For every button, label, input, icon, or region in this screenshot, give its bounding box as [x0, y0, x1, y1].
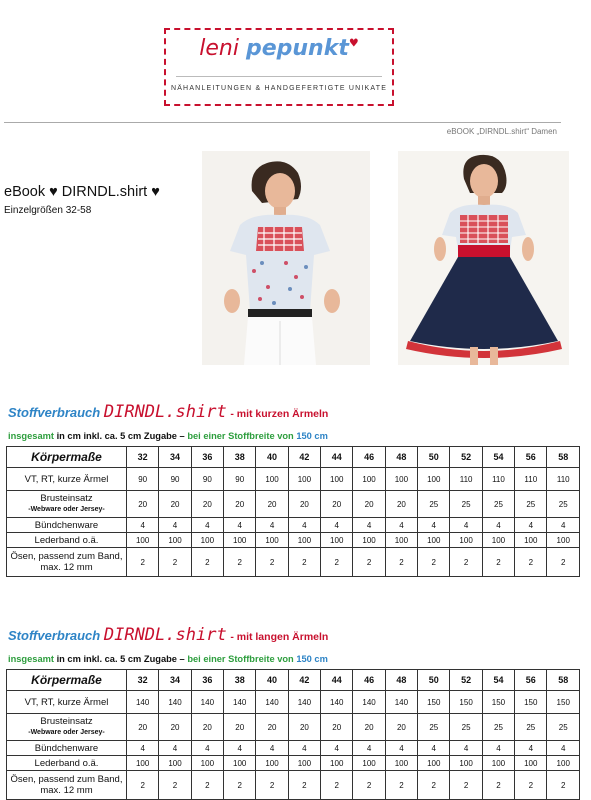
- size-header: 44: [321, 447, 353, 468]
- size-header: 38: [224, 670, 256, 691]
- row-label: [7, 691, 127, 714]
- table-cell: 4: [127, 518, 159, 533]
- size-header: 34: [159, 670, 191, 691]
- section-2-sub-2: in cm inkl. ca. 5 cm Zugabe –: [54, 654, 188, 664]
- size-header: 50: [418, 670, 450, 691]
- table-cell: 20: [191, 714, 223, 741]
- table-row: [7, 518, 580, 533]
- table-cell: 100: [127, 533, 159, 548]
- table-cell: 140: [353, 691, 385, 714]
- table-header-row: [7, 670, 580, 691]
- size-header: 38: [224, 447, 256, 468]
- row-label: [7, 714, 127, 741]
- doc-label: eBOOK „DIRNDL.shirt“ Damen: [446, 127, 557, 136]
- table-cell: 25: [450, 714, 482, 741]
- size-header: 54: [482, 447, 514, 468]
- table-cell: 110: [515, 468, 547, 491]
- table-row: [7, 491, 580, 518]
- header-label: Körpermaße: [7, 447, 127, 468]
- table-cell: 4: [191, 518, 223, 533]
- table-cell: 100: [191, 533, 223, 548]
- table-cell: 2: [288, 771, 320, 800]
- row-label: [7, 468, 127, 491]
- table-cell: 20: [321, 491, 353, 518]
- table-cell: 140: [288, 691, 320, 714]
- table-cell: 140: [159, 691, 191, 714]
- table-cell: 4: [353, 518, 385, 533]
- size-header: 58: [547, 447, 580, 468]
- size-header: 56: [515, 670, 547, 691]
- table-cell: 25: [547, 491, 580, 518]
- size-header: 48: [385, 670, 417, 691]
- row-label-note: -Webware oder Jersey-: [28, 729, 105, 736]
- table-cell: 100: [191, 756, 223, 771]
- page-subtitle: Einzelgrößen 32-58: [4, 205, 92, 216]
- section-1-sub-1: insgesamt: [8, 431, 54, 441]
- table-cell: 20: [321, 714, 353, 741]
- photo-jeans-outfit: [202, 151, 370, 365]
- table-cell: 2: [256, 548, 288, 577]
- fabric-table-long-sleeves: [6, 669, 580, 800]
- table-cell: 100: [353, 533, 385, 548]
- header-divider: [4, 122, 561, 123]
- section-1-heading-b: DIRNDL.shirt: [103, 402, 227, 422]
- table-cell: 100: [385, 756, 417, 771]
- table-cell: 150: [482, 691, 514, 714]
- table-cell: 2: [288, 548, 320, 577]
- table-cell: 25: [418, 491, 450, 518]
- table-cell: 2: [418, 771, 450, 800]
- table-cell: 100: [353, 756, 385, 771]
- heart-icon: ♥: [348, 36, 359, 50]
- table-cell: 4: [450, 741, 482, 756]
- size-header: 36: [191, 670, 223, 691]
- table-cell: 140: [321, 691, 353, 714]
- table-cell: 100: [127, 756, 159, 771]
- table-cell: 20: [353, 714, 385, 741]
- row-label-text: Lederband o.ä.: [34, 534, 99, 546]
- table-cell: 150: [450, 691, 482, 714]
- logo-wordmark: [166, 36, 392, 61]
- row-label-text: VT, RT, kurze Ärmel: [24, 696, 109, 708]
- table-cell: 2: [224, 771, 256, 800]
- table-cell: 4: [418, 741, 450, 756]
- table-row: [7, 533, 580, 548]
- table-cell: 100: [385, 468, 417, 491]
- table-cell: 2: [224, 548, 256, 577]
- table-row: [7, 741, 580, 756]
- table-cell: 100: [515, 756, 547, 771]
- table-cell: 100: [224, 533, 256, 548]
- table-row: [7, 468, 580, 491]
- table-cell: 4: [159, 741, 191, 756]
- table-cell: 25: [450, 491, 482, 518]
- table-cell: 2: [385, 548, 417, 577]
- table-cell: 4: [256, 518, 288, 533]
- table-cell: 90: [224, 468, 256, 491]
- section-1-sub-3: bei einer Stoffbreite von: [187, 431, 297, 441]
- table-cell: 20: [127, 491, 159, 518]
- table-cell: 2: [515, 771, 547, 800]
- table-cell: 2: [353, 771, 385, 800]
- table-cell: 100: [256, 533, 288, 548]
- table-cell: 100: [159, 756, 191, 771]
- table-cell: 100: [418, 756, 450, 771]
- row-label-text: Brusteinsatz: [40, 716, 93, 727]
- section-1-sub-2: in cm inkl. ca. 5 cm Zugabe –: [54, 431, 188, 441]
- row-label: [7, 533, 127, 548]
- size-header: 58: [547, 670, 580, 691]
- table-cell: 2: [450, 548, 482, 577]
- table-cell: 2: [385, 771, 417, 800]
- table-cell: 2: [159, 771, 191, 800]
- table-cell: 100: [418, 533, 450, 548]
- table-cell: 100: [224, 756, 256, 771]
- row-label-text: Lederband o.ä.: [34, 757, 99, 769]
- table-cell: 100: [547, 533, 580, 548]
- table-cell: 90: [191, 468, 223, 491]
- table-cell: 4: [515, 741, 547, 756]
- table-cell: 2: [321, 771, 353, 800]
- logo: [164, 28, 394, 106]
- size-header: 32: [127, 447, 159, 468]
- row-label-text: Brusteinsatz: [40, 493, 93, 504]
- table-cell: 2: [482, 771, 514, 800]
- table-cell: 140: [127, 691, 159, 714]
- table-cell: 25: [515, 491, 547, 518]
- table-cell: 20: [385, 714, 417, 741]
- table-cell: 100: [515, 533, 547, 548]
- section-1-sub-4: 150 cm: [296, 431, 328, 441]
- size-header: 56: [515, 447, 547, 468]
- table-cell: 20: [353, 491, 385, 518]
- table-cell: 2: [450, 771, 482, 800]
- table-row: [7, 756, 580, 771]
- table-cell: 4: [418, 518, 450, 533]
- table-row: [7, 691, 580, 714]
- table-cell: 20: [191, 491, 223, 518]
- table-cell: 100: [450, 533, 482, 548]
- row-label-text: Ösen, passend zum Band, max. 12 mm: [10, 551, 123, 573]
- page-title: eBook ♥ DIRNDL.shirt ♥: [4, 184, 160, 200]
- table-cell: 100: [418, 468, 450, 491]
- table-cell: 4: [547, 518, 580, 533]
- section-1-heading-a: Stoffverbrauch: [8, 405, 101, 420]
- table-cell: 4: [321, 518, 353, 533]
- table-cell: 2: [418, 548, 450, 577]
- table-cell: 20: [224, 491, 256, 518]
- table-cell: 2: [256, 771, 288, 800]
- table-cell: 4: [288, 741, 320, 756]
- table-cell: 2: [353, 548, 385, 577]
- table-cell: 2: [547, 771, 580, 800]
- table-cell: 4: [385, 518, 417, 533]
- table-cell: 2: [191, 771, 223, 800]
- table-cell: 2: [191, 548, 223, 577]
- table-cell: 20: [385, 491, 417, 518]
- logo-tagline: NÄHANLEITUNGEN & HANDGEFERTIGTE UNIKATE: [170, 85, 388, 92]
- size-header: 48: [385, 447, 417, 468]
- table-cell: 2: [127, 548, 159, 577]
- row-label-note: -Webware oder Jersey-: [28, 506, 105, 513]
- size-header: 42: [288, 447, 320, 468]
- table-cell: 4: [482, 518, 514, 533]
- size-header: 44: [321, 670, 353, 691]
- table-cell: 150: [418, 691, 450, 714]
- table-cell: 20: [288, 491, 320, 518]
- table-cell: 20: [256, 491, 288, 518]
- table-cell: 100: [256, 756, 288, 771]
- size-header: 40: [256, 670, 288, 691]
- table-cell: 2: [515, 548, 547, 577]
- table-cell: 4: [127, 741, 159, 756]
- table-cell: 25: [515, 714, 547, 741]
- header-label: Körpermaße: [7, 670, 127, 691]
- size-header: 52: [450, 447, 482, 468]
- table-cell: 25: [482, 714, 514, 741]
- section-2-heading-a: Stoffverbrauch: [8, 628, 101, 643]
- table-cell: 100: [288, 756, 320, 771]
- row-label: [7, 771, 127, 800]
- table-cell: 4: [353, 741, 385, 756]
- photo-skirt-illustration: [398, 151, 569, 365]
- table-cell: 20: [288, 714, 320, 741]
- size-header: 54: [482, 670, 514, 691]
- table-cell: 20: [256, 714, 288, 741]
- table-row: [7, 771, 580, 800]
- table-cell: 90: [159, 468, 191, 491]
- size-header: 46: [353, 670, 385, 691]
- section-1-heading-c: - mit kurzen Ärmeln: [230, 408, 329, 420]
- row-label: [7, 518, 127, 533]
- section-2-subheading: [8, 654, 328, 664]
- table-cell: 4: [159, 518, 191, 533]
- table-cell: 90: [127, 468, 159, 491]
- table-cell: 100: [321, 533, 353, 548]
- table-cell: 4: [321, 741, 353, 756]
- table-cell: 2: [159, 548, 191, 577]
- row-label-text: Bündchenware: [34, 519, 99, 531]
- size-header: 42: [288, 670, 320, 691]
- size-header: 32: [127, 670, 159, 691]
- table-cell: 4: [288, 518, 320, 533]
- table-cell: 100: [288, 468, 320, 491]
- section-1-heading: [8, 402, 328, 422]
- table-cell: 100: [256, 468, 288, 491]
- section-2-heading: [8, 625, 328, 645]
- logo-word-leni: leni: [199, 36, 239, 61]
- table-cell: 4: [515, 518, 547, 533]
- section-1-subheading: [8, 431, 328, 441]
- table-cell: 110: [450, 468, 482, 491]
- table-cell: 20: [224, 714, 256, 741]
- size-header: 40: [256, 447, 288, 468]
- photo-jeans-illustration: [202, 151, 370, 365]
- table-cell: 100: [353, 468, 385, 491]
- table-cell: 2: [127, 771, 159, 800]
- table-cell: 20: [159, 714, 191, 741]
- table-cell: 2: [547, 548, 580, 577]
- table-row: [7, 714, 580, 741]
- table-cell: 4: [224, 741, 256, 756]
- table-cell: 100: [482, 756, 514, 771]
- table-cell: 100: [288, 533, 320, 548]
- table-cell: 140: [224, 691, 256, 714]
- table-cell: 100: [385, 533, 417, 548]
- size-header: 36: [191, 447, 223, 468]
- table-cell: 4: [191, 741, 223, 756]
- table-cell: 4: [482, 741, 514, 756]
- section-2-sub-4: 150 cm: [296, 654, 328, 664]
- size-header: 46: [353, 447, 385, 468]
- table-cell: 4: [450, 518, 482, 533]
- row-label: [7, 741, 127, 756]
- table-cell: 110: [482, 468, 514, 491]
- section-2-heading-c: - mit langen Ärmeln: [230, 631, 329, 643]
- fabric-table-short-sleeves: [6, 446, 580, 577]
- table-cell: 4: [547, 741, 580, 756]
- table-cell: 4: [256, 741, 288, 756]
- table-cell: 25: [547, 714, 580, 741]
- table-header-row: [7, 447, 580, 468]
- section-2-sub-3: bei einer Stoffbreite von: [187, 654, 297, 664]
- table-cell: 100: [159, 533, 191, 548]
- table-cell: 20: [127, 714, 159, 741]
- table-cell: 140: [256, 691, 288, 714]
- table-cell: 150: [515, 691, 547, 714]
- table-cell: 100: [321, 468, 353, 491]
- row-label-text: Ösen, passend zum Band, max. 12 mm: [10, 774, 123, 796]
- table-cell: 150: [547, 691, 580, 714]
- size-header: 52: [450, 670, 482, 691]
- size-header: 34: [159, 447, 191, 468]
- table-cell: 25: [418, 714, 450, 741]
- table-cell: 100: [482, 533, 514, 548]
- logo-divider: [176, 76, 382, 77]
- table-cell: 4: [385, 741, 417, 756]
- size-header: 50: [418, 447, 450, 468]
- table-cell: 140: [385, 691, 417, 714]
- photo-skirt-outfit: [398, 151, 569, 365]
- row-label-text: VT, RT, kurze Ärmel: [24, 473, 109, 485]
- row-label: [7, 756, 127, 771]
- row-label: [7, 491, 127, 518]
- table-cell: 4: [224, 518, 256, 533]
- table-cell: 100: [547, 756, 580, 771]
- table-cell: 100: [321, 756, 353, 771]
- row-label-text: Bündchenware: [34, 742, 99, 754]
- table-cell: 2: [321, 548, 353, 577]
- table-cell: 2: [482, 548, 514, 577]
- row-label: [7, 548, 127, 577]
- table-cell: 100: [450, 756, 482, 771]
- logo-word-pepunkt: pepunkt: [245, 36, 349, 61]
- table-cell: 25: [482, 491, 514, 518]
- table-cell: 110: [547, 468, 580, 491]
- section-2-sub-1: insgesamt: [8, 654, 54, 664]
- table-row: [7, 548, 580, 577]
- table-cell: 140: [191, 691, 223, 714]
- table-cell: 20: [159, 491, 191, 518]
- section-2-heading-b: DIRNDL.shirt: [103, 625, 227, 645]
